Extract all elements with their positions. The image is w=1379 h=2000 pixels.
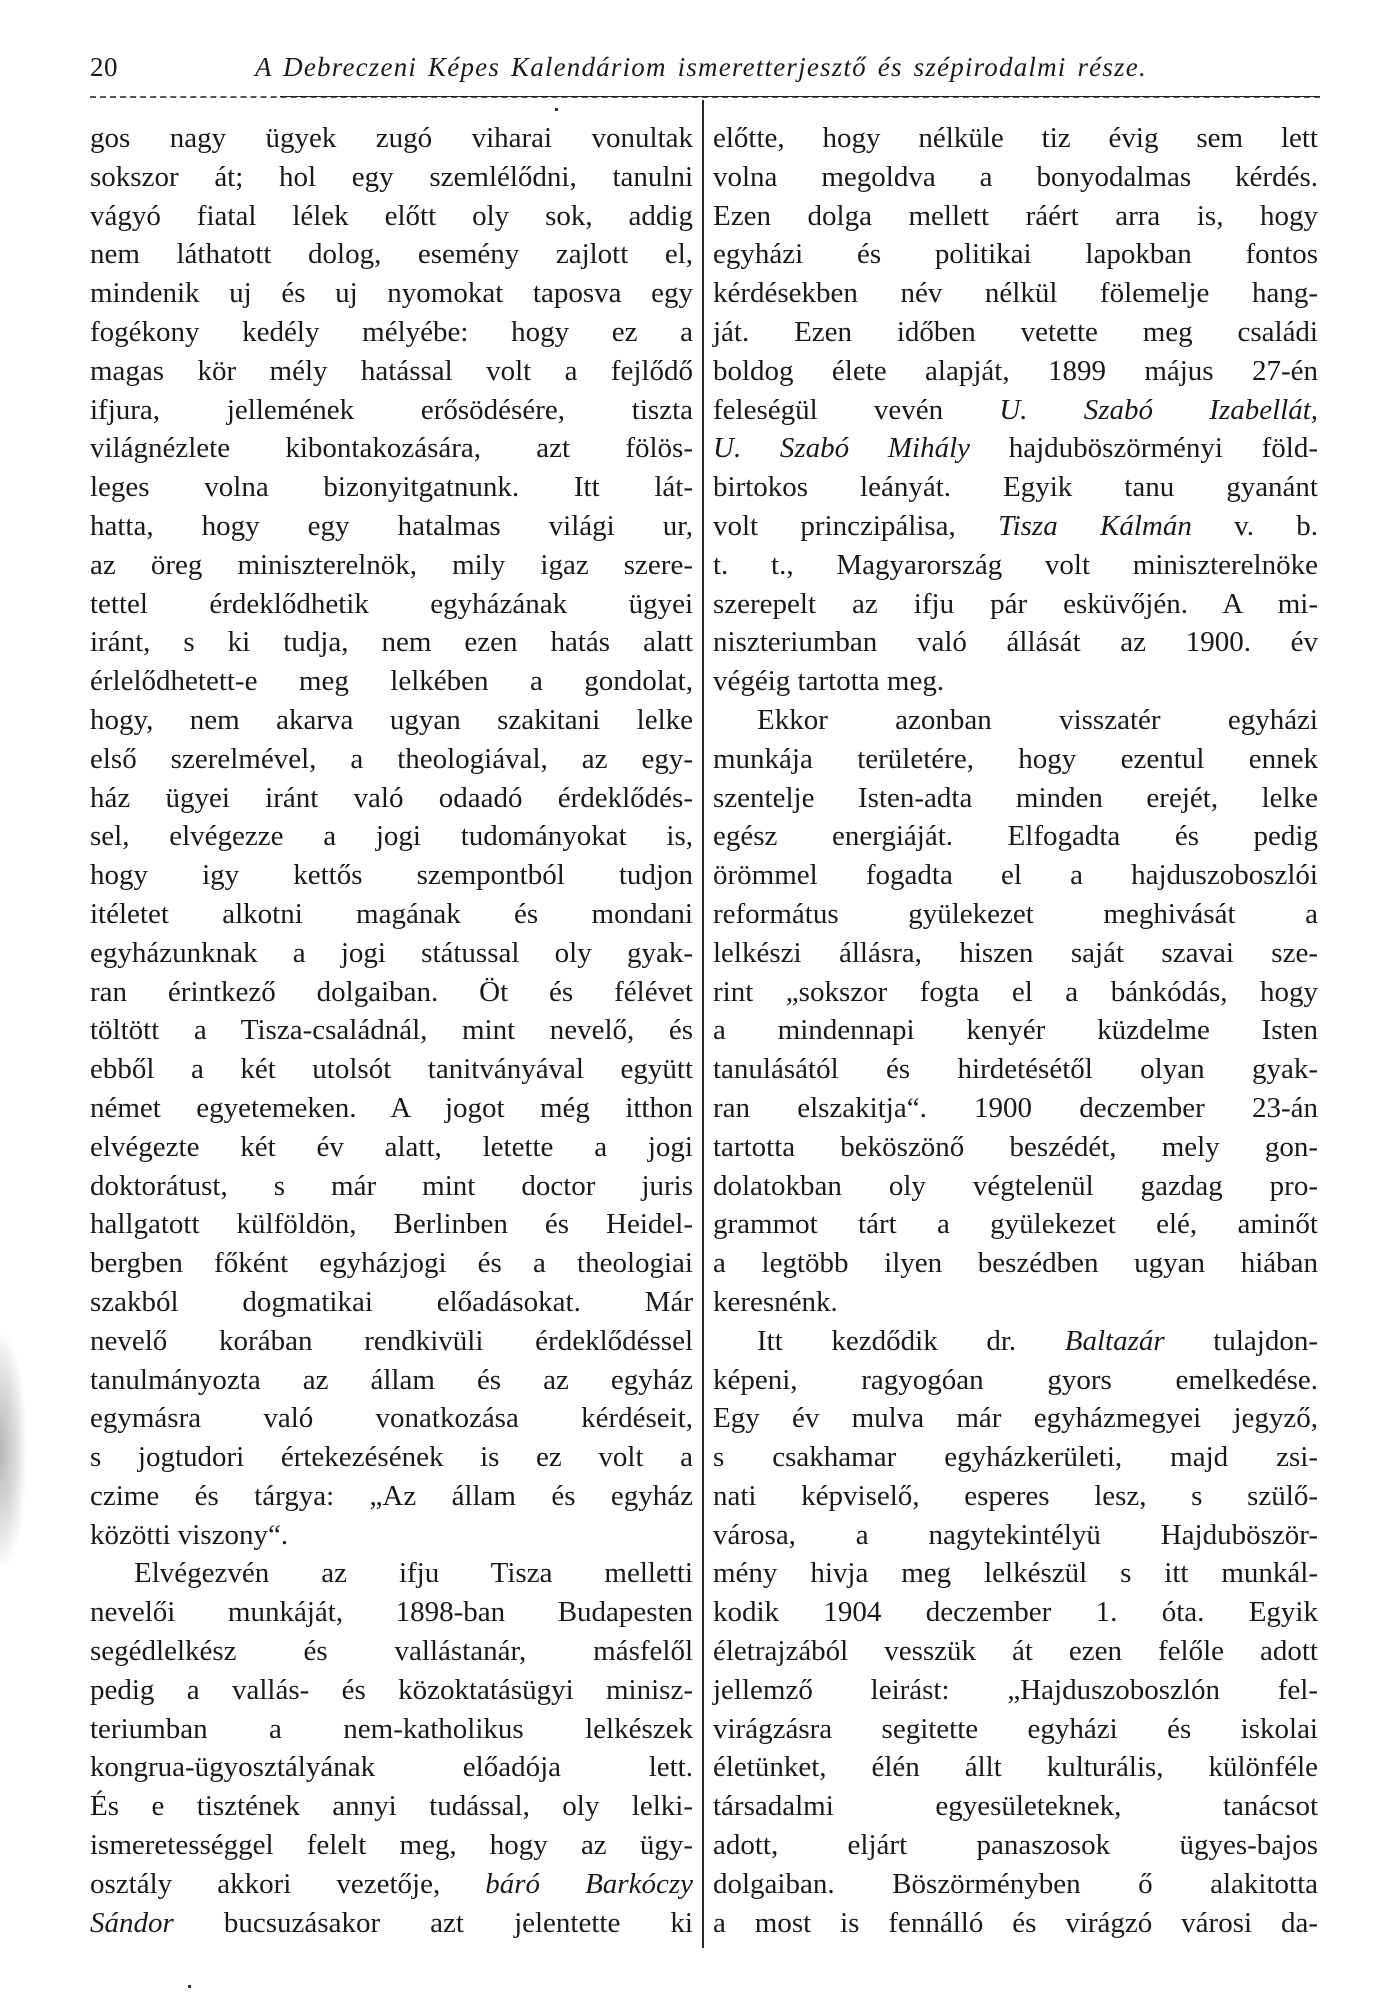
text-line	[713, 158, 1318, 197]
text-line	[90, 895, 693, 934]
text-span: közötti viszony“.	[90, 1518, 289, 1551]
text-span: német egyetemeken. A jogot még itthon	[90, 1091, 693, 1124]
text-span: keresnénk.	[713, 1285, 838, 1318]
text-span: örömmel fogadta el a hajduszoboszlói	[713, 859, 1318, 892]
text-span: előtte, hogy nélküle tiz évig sem lett	[713, 122, 1318, 154]
text-span: bergben főként egyházjogi és a theologiai	[90, 1247, 693, 1280]
text-line	[90, 1826, 693, 1865]
text-line	[90, 817, 693, 856]
italic-name: báró Barkóczy	[485, 1867, 693, 1900]
text-span: teriumban a nem-katholikus lelkészek	[90, 1712, 693, 1745]
text-span: virágzásra segitette egyházi és iskolai	[713, 1712, 1318, 1745]
text-line	[90, 1089, 693, 1128]
text-span: tulajdon-	[1164, 1324, 1318, 1357]
text-line	[713, 1826, 1318, 1865]
text-span: egymásra való vonatkozása kérdéseit,	[90, 1402, 693, 1435]
text-span: életrajzából vesszük át ezen felőle adott	[713, 1635, 1318, 1668]
text-line	[90, 197, 693, 236]
text-span: sokszor át; hol egy szemlélődni, tanulni	[90, 160, 693, 193]
text-line	[90, 1128, 693, 1167]
running-title: A Debreczeni Képes Kalendáriom ismeretterjesztő és szépirodalmi része.	[255, 52, 1147, 82]
text-span: gos nagy ügyek zugó viharai vonultak	[90, 122, 693, 154]
text-span: városa, a nagytekintélyü Hajduböször-	[713, 1518, 1318, 1551]
text-span: Itt kezdődik dr.	[757, 1324, 1065, 1357]
text-span: ját. Ezen időben vetette meg családi	[713, 315, 1318, 348]
text-line	[713, 779, 1318, 818]
text-line	[90, 1244, 693, 1283]
text-span: v. b.	[1191, 509, 1318, 542]
text-span: tartotta beköszönő beszédét, mely gon-	[713, 1130, 1318, 1163]
text-span: református gyülekezet meghivását a	[713, 897, 1318, 930]
text-line	[90, 1710, 693, 1749]
text-line	[90, 429, 693, 468]
text-span: társadalmi egyesületeknek, tanácsot	[713, 1790, 1318, 1823]
text-line	[90, 158, 693, 197]
text-span: leges volna bizonyitgatnunk. Itt lát-	[90, 471, 693, 504]
scan-margin-smudge	[0, 1335, 26, 1565]
text-line	[713, 1361, 1318, 1400]
text-line	[713, 1748, 1318, 1787]
text-span: egyházunknak a jogi státussal oly gyak-	[90, 936, 693, 969]
text-line	[713, 119, 1318, 158]
text-span: volna megoldva a bonyodalmas kérdés.	[713, 160, 1318, 193]
text-line	[713, 274, 1318, 313]
text-span: munkája területére, hogy ezentul ennek	[713, 742, 1318, 775]
text-line	[713, 1477, 1318, 1516]
text-span: tettel érdeklődhetik egyházának ügyei	[90, 587, 693, 620]
text-span: Egy év mulva már egyházmegyei jegyző,	[713, 1402, 1318, 1435]
text-line	[713, 1671, 1318, 1710]
text-line	[713, 235, 1318, 274]
text-line	[713, 740, 1318, 779]
text-span: s jogtudori értekezésének is ez volt a	[90, 1441, 693, 1474]
text-line	[90, 1904, 693, 1943]
text-line	[90, 391, 693, 430]
text-line	[90, 779, 693, 818]
text-span: a most is fennálló és virágzó városi da-	[713, 1906, 1318, 1939]
text-line	[90, 468, 693, 507]
text-line	[713, 701, 1318, 740]
text-line	[713, 585, 1318, 624]
text-span: Ezen dolga mellett ráért arra is, hogy	[713, 199, 1318, 232]
text-line	[713, 1089, 1318, 1128]
text-span: mény hivja meg lelkészül s itt munkál-	[713, 1557, 1318, 1590]
text-line	[713, 313, 1318, 352]
text-line	[90, 1322, 693, 1361]
text-span: hajduböszörményi föld-	[970, 432, 1318, 465]
text-line	[90, 1050, 693, 1089]
text-span: hogy, nem akarva ugyan szakitani lelke	[90, 703, 693, 736]
text-line	[90, 1748, 693, 1787]
text-span: hogy igy kettős szempontból tudjon	[90, 859, 693, 892]
text-line	[90, 1361, 693, 1400]
text-line	[713, 1438, 1318, 1477]
text-span: doktorátust, s már mint doctor juris	[90, 1169, 693, 1202]
running-header	[90, 52, 1320, 92]
text-line	[90, 740, 693, 779]
italic-name: Baltazár	[1064, 1324, 1165, 1357]
text-line	[713, 1865, 1318, 1904]
text-span: niszteriumban való állását az 1900. év	[713, 626, 1318, 659]
text-span: bucsuzásakor azt jelentette ki	[173, 1906, 693, 1939]
text-span: ismeretességgel felelt meg, hogy az ügy-	[90, 1829, 693, 1862]
italic-name: Tisza Kálmán	[998, 509, 1192, 542]
text-span: a mindennapi kenyér küzdelme Isten	[713, 1014, 1318, 1047]
text-line	[713, 1283, 1318, 1322]
italic-name: Sándor	[90, 1906, 174, 1939]
text-span: boldog élete alapját, 1899 május 27-én	[713, 354, 1318, 387]
text-line	[713, 1050, 1318, 1089]
text-span: kodik 1904 deczember 1. óta. Egyik	[713, 1596, 1318, 1629]
text-line	[90, 1593, 693, 1632]
text-span: nevelői munkáját, 1898-ban Budapesten	[90, 1596, 693, 1629]
text-line	[90, 1632, 693, 1671]
text-line	[90, 1011, 693, 1050]
text-span: És e tisztének annyi tudással, oly lelki-	[90, 1790, 693, 1823]
text-line	[90, 507, 693, 546]
text-line	[90, 274, 693, 313]
text-span: szentelje Isten-adta minden erejét, lelke	[713, 781, 1318, 814]
text-span: s csakhamar egyházkerületi, majd zsi-	[713, 1441, 1318, 1474]
text-span: életünket, élén állt kulturális, különféle	[713, 1751, 1318, 1784]
text-line	[713, 546, 1318, 585]
text-span: magas kör mély hatással volt a fejlődő	[90, 354, 693, 387]
left-column	[90, 119, 693, 1942]
text-line	[713, 662, 1318, 701]
text-span: töltött a Tisza-családnál, mint nevelő, és	[90, 1014, 693, 1047]
text-line	[713, 352, 1318, 391]
text-span: első szerelmével, a theologiával, az egy-	[90, 742, 693, 775]
text-line	[90, 1283, 693, 1322]
print-speck	[555, 108, 558, 111]
text-span: sel, elvégezze a jogi tudományokat is,	[90, 820, 693, 853]
header-rule	[90, 96, 1320, 98]
text-span: hatta, hogy egy hatalmas világi ur,	[90, 509, 693, 542]
text-span: hallgatott külföldön, Berlinben és Heidel-	[90, 1208, 693, 1241]
text-span: itéletet alkotni magának és mondani	[90, 897, 693, 930]
text-span: érlelődhetett-e meg lelkében a gondolat,	[90, 665, 693, 698]
text-span: szakból dogmatikai előadásokat. Már	[90, 1285, 693, 1318]
text-line	[713, 895, 1318, 934]
text-span: ran elszakitja“. 1900 deczember 23-án	[713, 1091, 1318, 1124]
text-line	[90, 1167, 693, 1206]
text-line	[713, 1632, 1318, 1671]
text-span: tanulmányozta az állam és az egyház	[90, 1363, 693, 1396]
text-span: Elvégezvén az ifju Tisza melletti	[134, 1557, 693, 1590]
text-span: szerepelt az ifju pár esküvőjén. A mi-	[713, 587, 1318, 620]
text-span: pedig a vallás- és közoktatásügyi minisz-	[90, 1673, 693, 1706]
text-span: ran érintkező dolgaiban. Öt és félévet	[90, 975, 693, 1008]
column-divider	[702, 100, 704, 1948]
text-line	[713, 1787, 1318, 1826]
text-line	[713, 1399, 1318, 1438]
text-line	[90, 1865, 693, 1904]
text-line	[90, 546, 693, 585]
text-line	[90, 1554, 693, 1593]
page-number: 20	[90, 52, 118, 82]
text-span: a legtöbb ilyen beszédben ugyan hiában	[713, 1247, 1318, 1280]
text-line	[713, 1128, 1318, 1167]
text-span: nati képviselő, esperes lesz, s szülő-	[713, 1479, 1318, 1512]
text-line	[90, 585, 693, 624]
text-span: birtokos leányát. Egyik tanu gyanánt	[713, 471, 1318, 504]
text-line	[713, 817, 1318, 856]
text-line	[713, 1593, 1318, 1632]
text-line	[713, 1205, 1318, 1244]
text-line	[90, 701, 693, 740]
text-line	[90, 973, 693, 1012]
text-span: rint „sokszor fogta el a bánkódás, hogy	[713, 975, 1318, 1008]
text-span: ebből a két utolsót tanitványával együtt	[90, 1053, 693, 1086]
text-line	[713, 623, 1318, 662]
text-line	[713, 507, 1318, 546]
text-line	[90, 1477, 693, 1516]
text-span: az öreg miniszterelnök, mily igaz szere-	[90, 548, 693, 581]
text-line	[713, 197, 1318, 236]
text-line	[713, 468, 1318, 507]
text-line	[90, 934, 693, 973]
text-line	[90, 662, 693, 701]
text-span: ifjura, jellemének erősödésére, tiszta	[90, 393, 693, 426]
text-span: lelkészi állásra, hiszen saját szavai sze-	[713, 936, 1318, 969]
text-line	[713, 429, 1318, 468]
text-span: fogékony kedély mélyébe: hogy ez a	[90, 315, 693, 348]
text-span: nem láthatott dolog, esemény zajlott el,	[90, 238, 693, 271]
italic-name: U. Szabó Mihály	[713, 432, 971, 465]
text-line	[713, 1011, 1318, 1050]
text-span: feleségül vevén	[713, 393, 1000, 426]
text-line	[713, 1554, 1318, 1593]
text-span: mindenik uj és uj nyomokat taposva egy	[90, 277, 693, 310]
text-span: egész energiáját. Elfogadta és pedig	[713, 820, 1318, 853]
text-span: volt princzipálisa,	[713, 509, 999, 542]
text-line	[90, 1671, 693, 1710]
text-line	[90, 1399, 693, 1438]
text-span: képeni, ragyogóan gyors emelkedése.	[713, 1363, 1318, 1396]
text-span: czime és tárgya: „Az állam és egyház	[90, 1479, 693, 1512]
text-line	[713, 1167, 1318, 1206]
text-span: nevelő korában rendkivüli érdeklődéssel	[90, 1324, 693, 1357]
text-span: Ekkor azonban visszatér egyházi	[757, 703, 1318, 736]
text-line	[90, 119, 693, 158]
text-line	[90, 352, 693, 391]
text-line	[713, 1904, 1318, 1943]
text-span: dolgaiban. Böszörményben ő alakitotta	[713, 1867, 1318, 1900]
text-line	[90, 313, 693, 352]
text-line	[90, 623, 693, 662]
text-span: vágyó fiatal lélek előtt oly sok, addig	[90, 199, 693, 232]
text-span: kérdésekben név nélkül fölemelje hang-	[713, 277, 1318, 310]
text-span: segédlelkész és vallástanár, másfelől	[90, 1635, 693, 1668]
text-line	[713, 1516, 1318, 1555]
text-span: ház ügyei iránt való odaadó érdeklődés-	[90, 781, 693, 814]
text-line	[713, 934, 1318, 973]
text-line	[713, 1322, 1318, 1361]
text-span: iránt, s ki tudja, nem ezen hatás alatt	[90, 626, 693, 659]
text-line	[713, 856, 1318, 895]
text-span: tanulásától és hirdetésétől olyan gyak-	[713, 1053, 1318, 1086]
text-line	[713, 973, 1318, 1012]
text-span: adott, eljárt panaszosok ügyes-bajos	[713, 1829, 1318, 1862]
text-line	[90, 1787, 693, 1826]
text-span: dolatokban oly végtelenül gazdag pro-	[713, 1169, 1318, 1202]
text-line	[90, 856, 693, 895]
text-span: kongrua-ügyosztályának előadója lett.	[90, 1751, 693, 1784]
text-span: grammot tárt a gyülekezet elé, aminőt	[713, 1208, 1318, 1241]
text-line	[713, 1244, 1318, 1283]
text-span: jellemző leirást: „Hajduszoboszlón fel-	[713, 1673, 1318, 1706]
text-line	[90, 1205, 693, 1244]
text-span: végéig tartotta meg.	[713, 665, 945, 698]
text-span: egyházi és politikai lapokban fontos	[713, 238, 1318, 271]
text-line	[713, 1710, 1318, 1749]
text-line	[90, 1438, 693, 1477]
print-speck	[188, 1985, 191, 1988]
text-line	[713, 391, 1318, 430]
italic-name: U. Szabó Izabellát,	[999, 393, 1319, 426]
text-span: t. t., Magyarország volt miniszterelnöke	[713, 548, 1318, 581]
text-span: világnézlete kibontakozására, azt fölös-	[90, 432, 693, 465]
right-column	[713, 119, 1318, 1942]
text-span: elvégezte két év alatt, letette a jogi	[90, 1130, 693, 1163]
text-line	[90, 1516, 693, 1555]
text-span: osztály akkori vezetője,	[90, 1867, 486, 1900]
text-line	[90, 235, 693, 274]
